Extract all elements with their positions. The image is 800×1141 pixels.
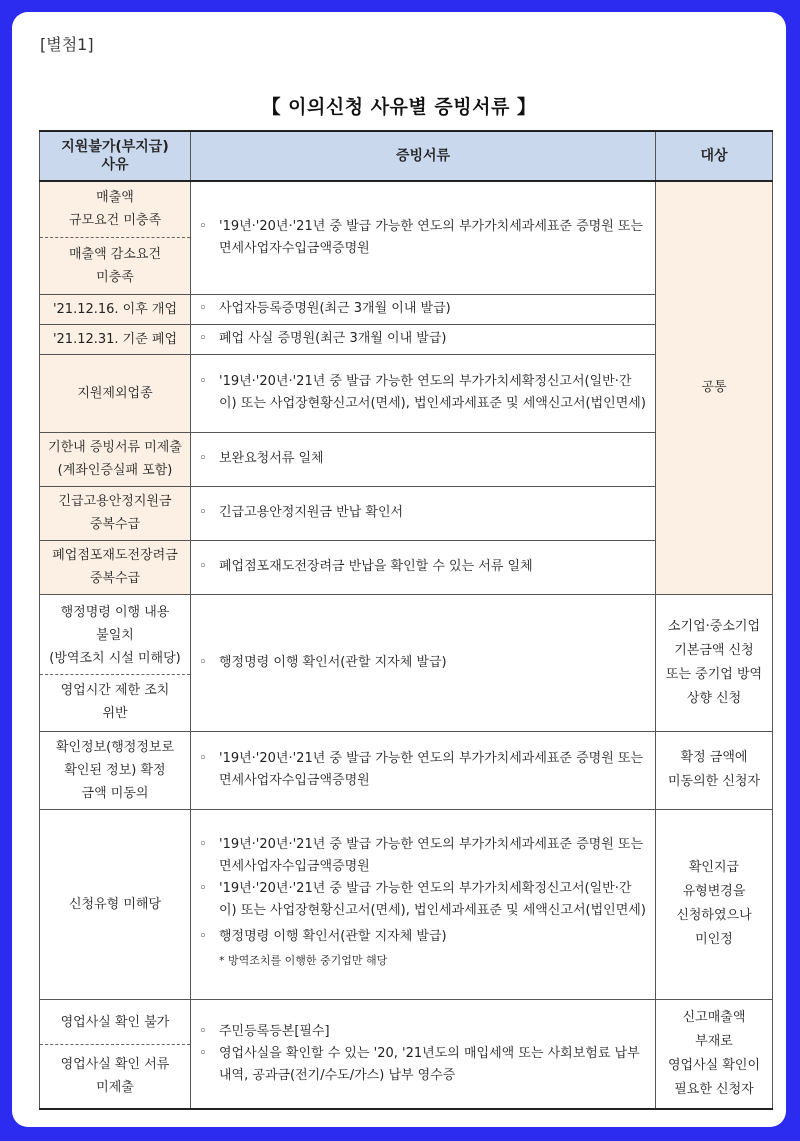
table-row <box>40 594 773 731</box>
document-sheet <box>12 12 786 1127</box>
target-cell: 신고매출액 부재로 영업사실 확인이 필요한 신청자 <box>656 999 773 1109</box>
footnote: * 방역조치를 이행한 중기업만 해당 <box>219 954 388 967</box>
table-header-row <box>40 131 773 181</box>
table-row <box>40 999 773 1109</box>
reason-cell: '21.12.16. 이후 개업 <box>40 294 191 324</box>
docs-cell: ◦ 주민등록등본[필수] ◦ 영업사실을 확인할 수 있는 '20, '21년도의 매입세액 또는 사회보험료 납부 내역, 공과금(전기/수도/가스) 납부 영수증 <box>191 999 656 1109</box>
reason-cell: 기한내 증빙서류 미제출 (계좌인증실패 포함) <box>40 432 191 486</box>
annex-label: [별첨1] <box>40 35 94 54</box>
table-row <box>40 731 773 809</box>
table-row <box>40 181 773 294</box>
document-title: 【 이의신청 사유별 증빙서류 】 <box>261 96 537 118</box>
docs-cell: ◦ 폐업점포재도전장려금 반납을 확인할 수 있는 서류 일체 <box>191 540 656 594</box>
docs-cell: ◦ '19년·'20년·'21년 중 발급 가능한 연도의 부가가치세과세표준 증명원 또는 면세사업자수입금액증명원 <box>191 181 656 294</box>
docs-cell: ◦ 긴급고용안정지원금 반납 확인서 <box>191 486 656 540</box>
evidence-table <box>39 130 773 1110</box>
reason-cell: 신청유형 미해당 <box>40 809 191 999</box>
docs-cell: ◦ '19년·'20년·'21년 중 발급 가능한 연도의 부가가치세과세표준 증명원 또는 면세사업자수입금액증명원 <box>191 731 656 809</box>
reason-cell: 행정명령 이행 내용 불일치 (방역조치 시설 미해당) 영업시간 제한 조치 위반 <box>40 594 191 731</box>
reason-cell: 영업사실 확인 불가 영업사실 확인 서류 미제출 <box>40 999 191 1109</box>
target-cell-common: 공통 <box>656 181 773 594</box>
docs-cell: ◦ 폐업 사실 증명원(최근 3개월 이내 발급) <box>191 324 656 354</box>
reason-cell: 폐업점포재도전장려금 중복수급 <box>40 540 191 594</box>
docs-cell: ◦ 보완요청서류 일체 <box>191 432 656 486</box>
docs-cell: ◦ 행정명령 이행 확인서(관할 지자체 발급) <box>191 594 656 731</box>
header-reason: 지원불가(부지급) 사유 <box>40 131 191 181</box>
target-cell: 확인지급 유형변경을 신청하였으나 미인정 <box>656 809 773 999</box>
reason-cell: 긴급고용안정지원금 중복수급 <box>40 486 191 540</box>
reason-cell: 매출액 규모요건 미충족 매출액 감소요건 미충족 <box>40 181 191 294</box>
docs-cell: ◦ '19년·'20년·'21년 중 발급 가능한 연도의 부가가치세확정신고서(일반·간이) 또는 사업장현황신고서(면세), 법인세과세표준 및 세액신고서(법인면세) <box>191 354 656 432</box>
reason-cell: 확인정보(행정정보로 확인된 정보) 확정 금액 미동의 <box>40 731 191 809</box>
target-cell: 소기업·중소기업 기본금액 신청 또는 중기업 방역 상향 신청 <box>656 594 773 731</box>
docs-cell: ◦ '19년·'20년·'21년 중 발급 가능한 연도의 부가가치세과세표준 증명원 또는 면세사업자수입금액증명원 ◦ '19년·'20년·'21년 중 발급 가능한 연도의 부가가치세확정신고서(일반·간이) 또는 사업장현황신고서(면세), 법인세과세표준 및 세액신고서(법인면세) ◦ 행정명령 이행 확인서(관할 지자체 발급) * 방역조치를 이행한 중기업만 해당 <box>191 809 656 999</box>
table-row <box>40 809 773 999</box>
reason-cell: 지원제외업종 <box>40 354 191 432</box>
target-cell: 확정 금액에 미동의한 신청자 <box>656 731 773 809</box>
reason-cell: '21.12.31. 기준 폐업 <box>40 324 191 354</box>
header-docs: 증빙서류 <box>191 131 656 181</box>
docs-cell: ◦ 사업자등록증명원(최근 3개월 이내 발급) <box>191 294 656 324</box>
header-target: 대상 <box>656 131 773 181</box>
